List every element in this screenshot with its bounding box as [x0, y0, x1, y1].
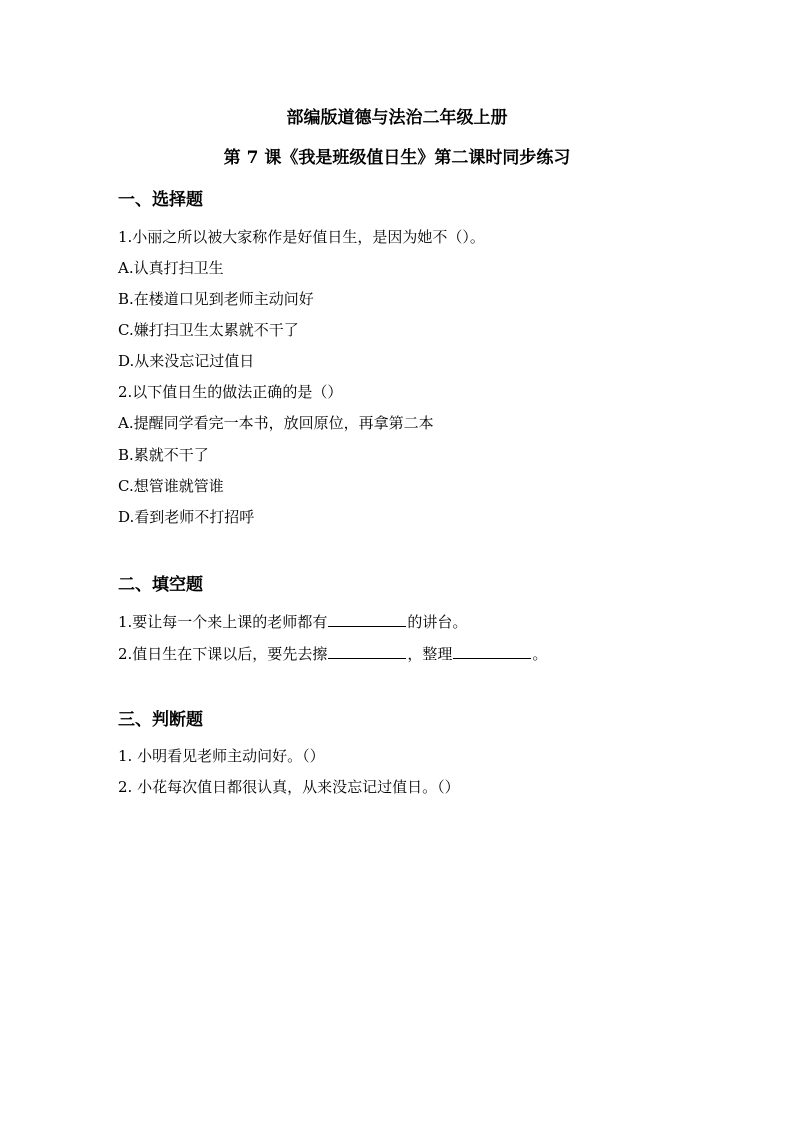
fill-q2-text-before: 2.值日生在下课以后，要先去擦 [118, 645, 328, 663]
fill-q2-text-middle: ，整理 [407, 645, 453, 663]
fill-q1-text-after: 的讲台。 [407, 613, 468, 631]
choice-q2-option-d: D.看到老师不打招呼 [118, 508, 255, 526]
section-heading-choice: 一、选择题 [118, 190, 203, 210]
choice-q2-option-b: B.累就不干了 [118, 446, 209, 464]
choice-q1-option-c: C.嫌打扫卫生太累就不干了 [118, 321, 299, 339]
choice-q2-stem: 2.以下值日生的做法正确的是（） [118, 383, 343, 401]
judge-q1: 1. 小明看见老师主动问好。（） [118, 747, 325, 765]
fill-q1-text-before: 1.要让每一个来上课的老师都有 [118, 613, 328, 631]
section-heading-judge: 三、判断题 [118, 710, 203, 730]
document-subtitle: 第 7 课《我是班级值日生》第二课时同步练习 [223, 148, 571, 168]
fill-q1-blank[interactable] [328, 610, 406, 627]
fill-q2-text-after: 。 [532, 645, 548, 663]
choice-q1-option-b: B.在楼道口见到老师主动问好 [118, 290, 314, 308]
choice-q1-stem: 1.小丽之所以被大家称作是好值日生，是因为她不（）。 [118, 228, 485, 246]
choice-q1-option-a: A.认真打扫卫生 [118, 259, 224, 277]
fill-q2-blank-1[interactable] [328, 642, 406, 659]
fill-q1 [118, 610, 467, 633]
choice-q1-option-d: D.从来没忘记过值日 [118, 352, 255, 370]
judge-q2: 2. 小花每次值日都很认真，从来没忘记过值日。（） [118, 778, 460, 796]
fill-q2-blank-2[interactable] [453, 642, 531, 659]
section-heading-fill: 二、填空题 [118, 575, 203, 595]
choice-q2-option-a: A.提醒同学看完一本书，放回原位，再拿第二本 [118, 414, 434, 432]
fill-q2 [118, 642, 547, 665]
choice-q2-option-c: C.想管谁就管谁 [118, 477, 224, 495]
document-title: 部编版道德与法治二年级上册 [286, 108, 508, 128]
